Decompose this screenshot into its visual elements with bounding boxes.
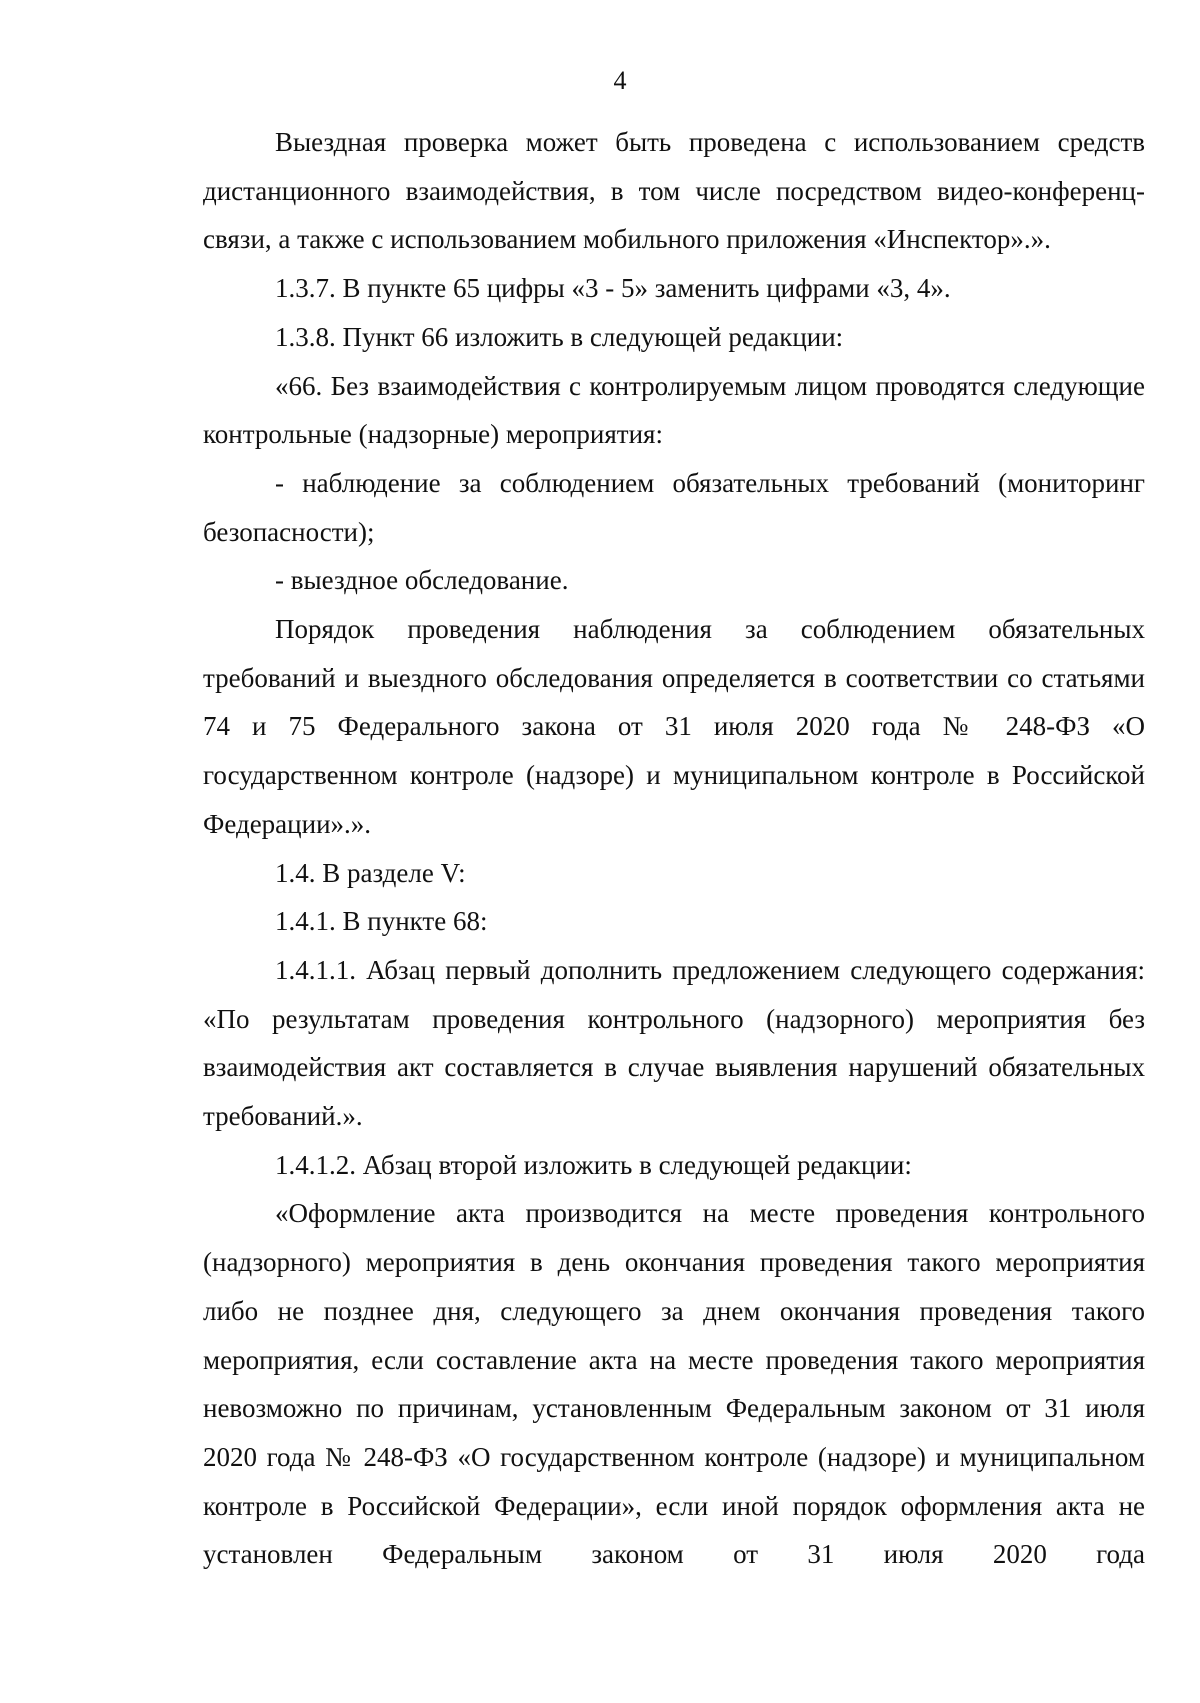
paragraph-1-4: 1.4. В разделе V: — [275, 857, 466, 888]
paragraph-1-4-1: 1.4.1. В пункте 68: — [275, 906, 488, 937]
paragraph-1-3-7: 1.3.7. В пункте 65 цифры «3 - 5» заменить цифрами «3, 4». — [275, 273, 951, 304]
paragraph-procedure: Порядок проведения наблюдения за соблюдением обязательных требований и выездного обследования определяется в соответствии со статьями 74 и 75 Федерального закона от 31 июля 2020 года № 248-ФЗ «О государственном контроле (надзоре) и муниципальном контроле в Российской Федерации».». — [203, 614, 1145, 839]
list-item-field-survey: - выездное обследование. — [275, 565, 569, 596]
paragraph-1-4-1-2: 1.4.1.2. Абзац второй изложить в следующей редакции: — [275, 1149, 912, 1180]
paragraph-1-4-1-1: 1.4.1.1. Абзац первый дополнить предложением следующего содержания: «По результатам проведения контрольного (надзорного) мероприятия без взаимодействия акт составляется в случае выявления нарушений обязательных требований.». — [203, 954, 1145, 1132]
paragraph-remote-inspection: Выездная проверка может быть проведена с использованием средств дистанционного взаимодействия, в том числе посредством видео-конференц-связи, а также с использованием мобильного приложения «Инспектор».». — [203, 127, 1145, 255]
document-body — [203, 118, 1145, 1579]
paragraph-66: «66. Без взаимодействия с контролируемым лицом проводятся следующие контрольные (надзорные) мероприятия: — [203, 370, 1145, 450]
page-number: 4 — [613, 66, 627, 95]
paragraph-1-3-8: 1.3.8. Пункт 66 изложить в следующей редакции: — [275, 321, 844, 352]
list-item-monitoring: - наблюдение за соблюдением обязательных требований (мониторинг безопасности); — [203, 467, 1145, 547]
paragraph-act-registration: «Оформление акта производится на месте проведения контрольного (надзорного) мероприятия в день окончания проведения такого мероприятия либо не позднее дня, следующего за днем окончания проведения такого мероприятия, если составление акта на месте проведения такого мероприятия невозможно по причинам, установленным Федеральным законом от 31 июля 2020 года № 248-ФЗ «О государственном контроле (надзоре) и муниципальном контроле в Российской Федерации», если иной порядок оформления акта не установлен Федеральным законом от 31 июля 2020 года — [203, 1198, 1145, 1570]
